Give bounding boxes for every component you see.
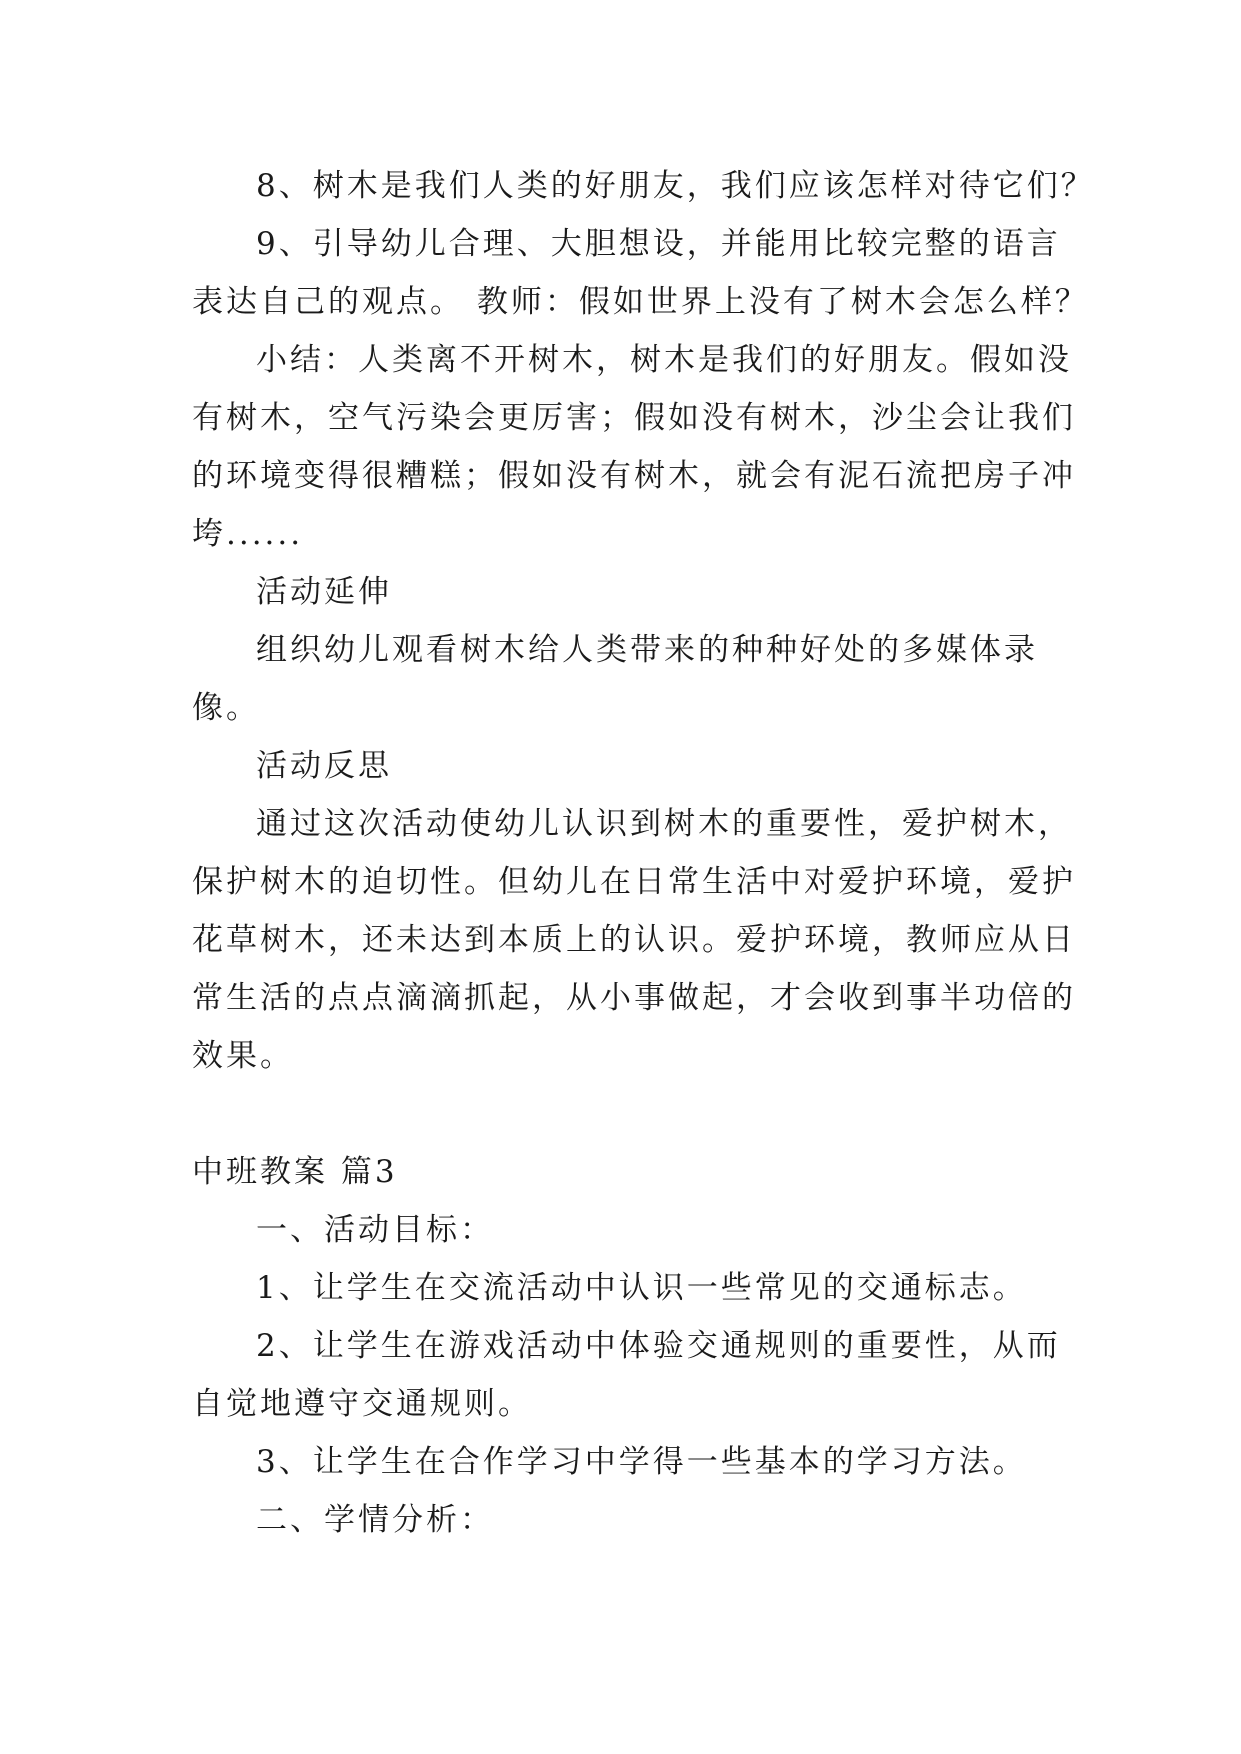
section-heading: 活动延伸: [256, 574, 392, 610]
paragraph-line: 9、引导幼儿合理、大胆想设，并能用比较完整的语言: [256, 226, 1061, 262]
paragraph-line: 常生活的点点滴滴抓起，从小事做起，才会收到事半功倍的: [192, 980, 1076, 1016]
paragraph-line: 组织幼儿观看树木给人类带来的种种好处的多媒体录: [256, 632, 1038, 668]
section-heading: 一、活动目标：: [256, 1212, 494, 1248]
paragraph-line: 效果。: [192, 1038, 294, 1074]
document-title: 中班教案 篇3: [192, 1154, 398, 1190]
paragraph-line: 的环境变得很糟糕；假如没有树木，就会有泥石流把房子冲: [192, 458, 1076, 494]
paragraph-line: 自觉地遵守交通规则。: [192, 1386, 532, 1422]
paragraph-line: 表达自己的观点。 教师：假如世界上没有了树木会怎么样？: [192, 284, 1089, 320]
section-heading: 活动反思: [256, 748, 392, 784]
section-heading: 二、学情分析：: [256, 1502, 494, 1538]
paragraph-line: 有树木，空气污染会更厉害；假如没有树木，沙尘会让我们: [192, 400, 1076, 436]
list-item: 3、让学生在合作学习中学得一些基本的学习方法。: [256, 1444, 1027, 1480]
paragraph-line: 像。: [192, 690, 260, 726]
paragraph-line: 小结：人类离不开树木，树木是我们的好朋友。假如没: [256, 342, 1072, 378]
paragraph-line: 保护树木的迫切性。但幼儿在日常生活中对爱护环境，爱护: [192, 864, 1076, 900]
list-item: 2、让学生在游戏活动中体验交通规则的重要性，从而: [256, 1328, 1061, 1364]
paragraph-line: 8、树木是我们人类的好朋友，我们应该怎样对待它们？: [256, 168, 1095, 204]
list-item: 1、让学生在交流活动中认识一些常见的交通标志。: [256, 1270, 1027, 1306]
paragraph-line: 花草树木，还未达到本质上的认识。爱护环境，教师应从日: [192, 922, 1076, 958]
paragraph-line: 通过这次活动使幼儿认识到树木的重要性，爱护树木，: [256, 806, 1072, 842]
paragraph-line: 垮......: [192, 516, 304, 552]
